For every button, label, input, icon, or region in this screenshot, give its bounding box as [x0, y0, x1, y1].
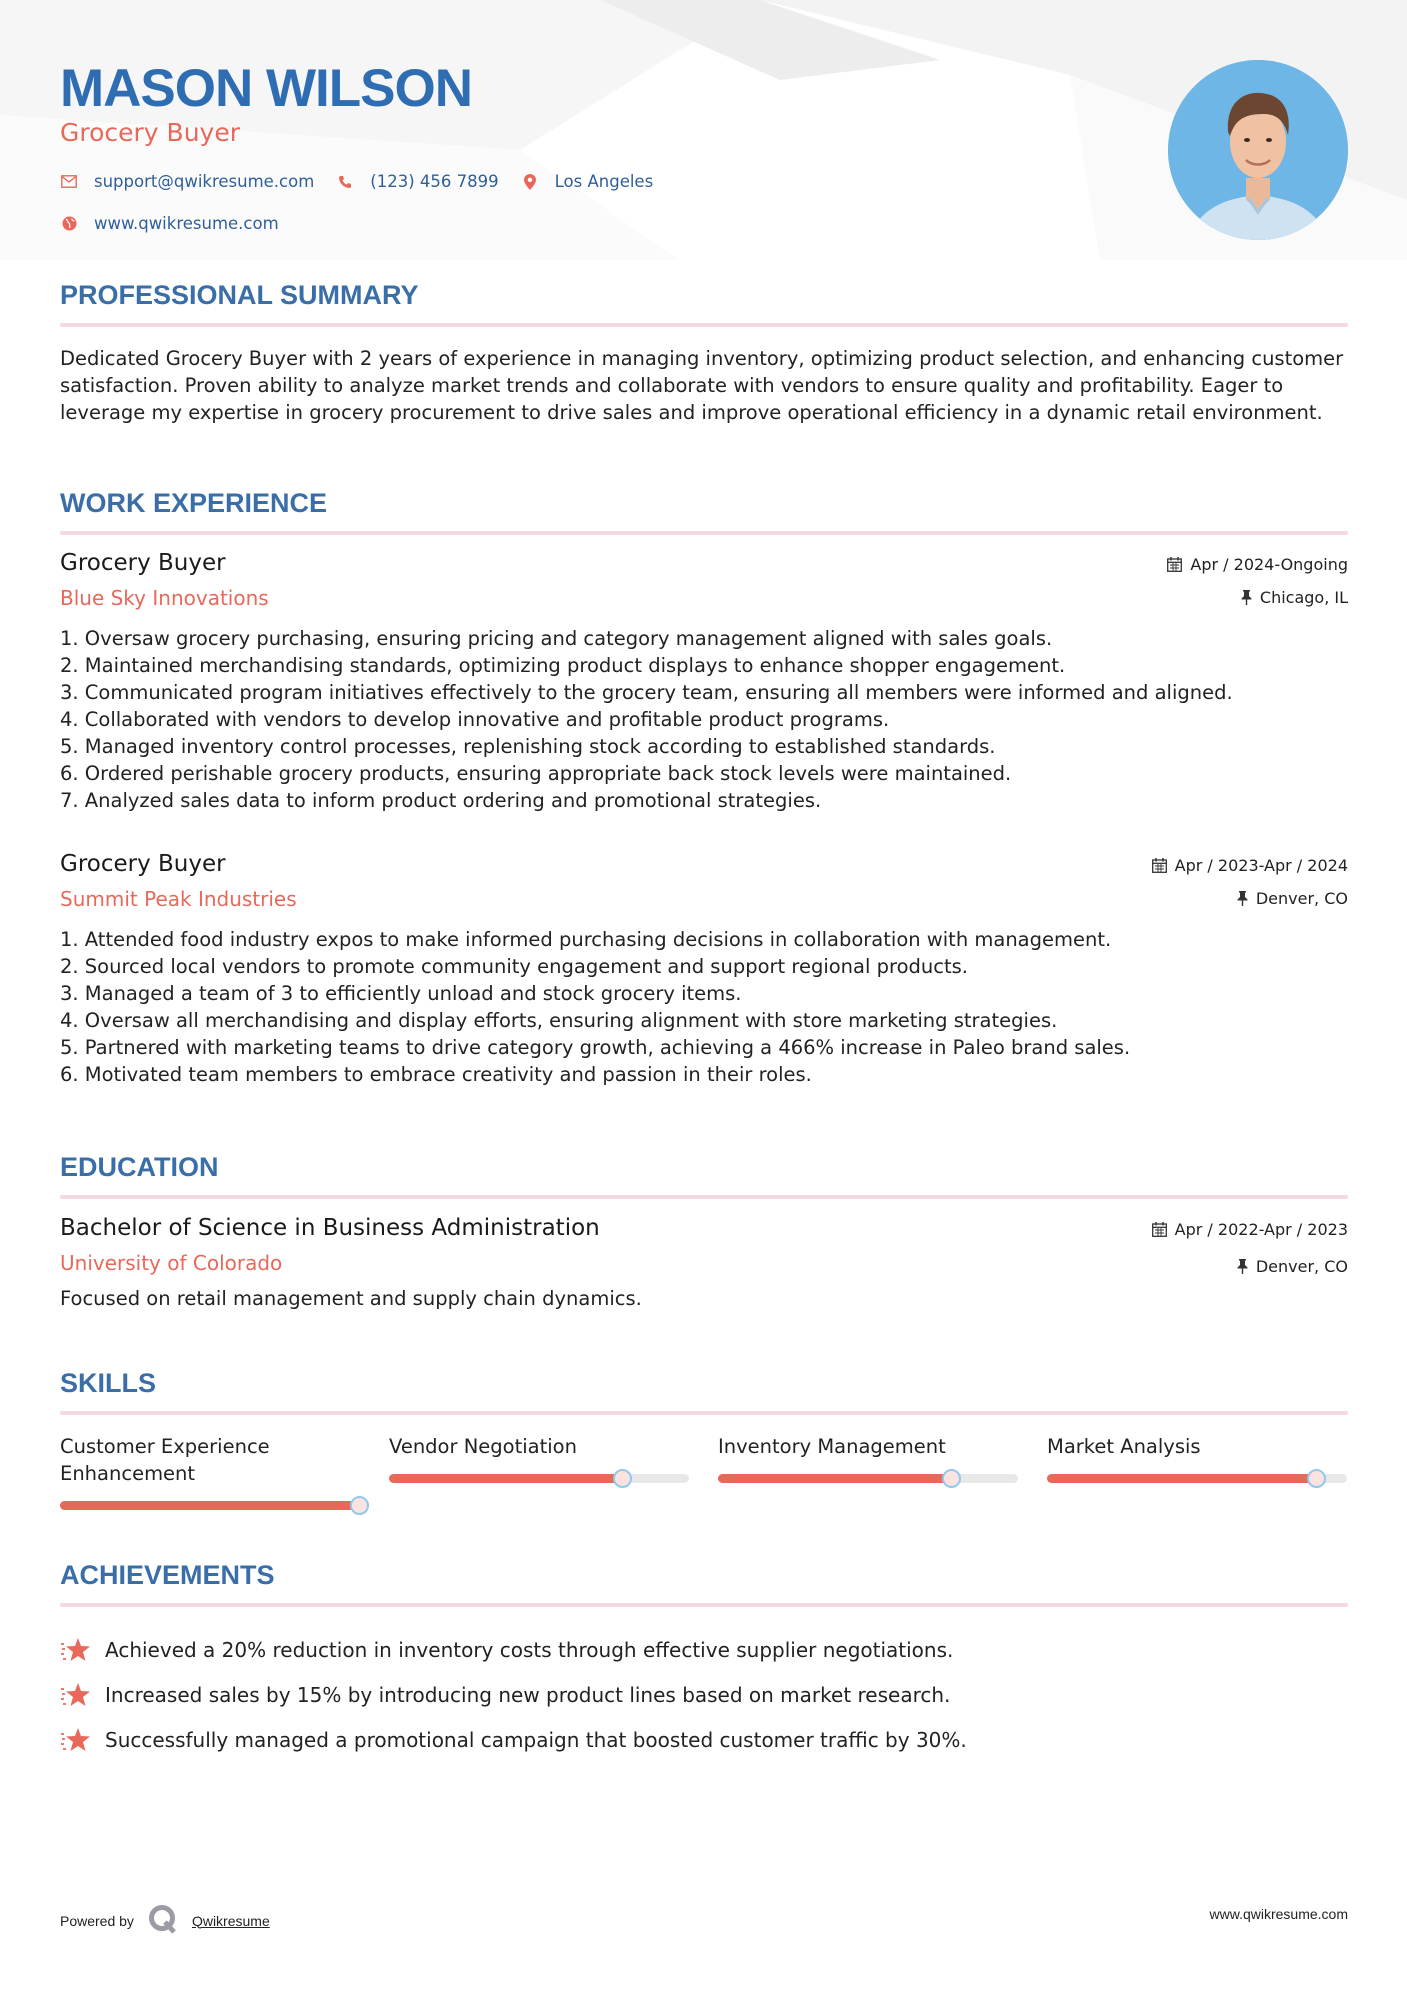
- education-location: Denver, CO: [1255, 1256, 1348, 1276]
- skill-fill: [718, 1474, 952, 1483]
- job-bullets: [60, 625, 1348, 814]
- section-divider: [60, 1603, 1348, 1607]
- section-title-skills: SKILLS: [60, 1368, 157, 1398]
- education-entry: [60, 1215, 1348, 1312]
- skill-item: [1047, 1433, 1347, 1510]
- section-title-experience: WORK EXPERIENCE: [60, 488, 328, 518]
- skill-bar: [60, 1501, 360, 1510]
- pushpin-icon: [1237, 1259, 1248, 1274]
- bullet-item: 2. Maintained merchandising standards, optimizing product displays to enhance shopper engagement.: [60, 654, 1066, 677]
- bullet-item: 2. Sourced local vendors to promote community engagement and support regional products.: [60, 955, 968, 978]
- bullet-item: 7. Analyzed sales data to inform product ordering and promotional strategies.: [60, 789, 822, 812]
- contact-row-website: [60, 214, 301, 233]
- pushpin-icon: [1237, 891, 1248, 906]
- job-bullets: [60, 926, 1348, 1088]
- job-meta: [1152, 855, 1348, 921]
- bullet-item: 5. Managed inventory control processes, replenishing stock according to established standards.: [60, 735, 996, 758]
- qwikresume-logo-icon: [148, 1904, 178, 1937]
- job-entry: [60, 550, 1348, 814]
- skill-fill: [1047, 1474, 1317, 1483]
- job-meta: [1167, 554, 1348, 620]
- skill-knob: [1307, 1469, 1326, 1488]
- phone-icon: [336, 173, 354, 191]
- skill-item: [389, 1433, 689, 1510]
- calendar-icon: [1167, 557, 1182, 572]
- achievements-list: [60, 1627, 1348, 1762]
- achievement-text: Achieved a 20% reduction in inventory costs through effective supplier negotiations.: [105, 1637, 954, 1662]
- calendar-icon: [1152, 1222, 1167, 1237]
- skill-item: [718, 1433, 1018, 1510]
- email-text: support@qwikresume.com: [94, 172, 315, 191]
- degree: Bachelor of Science in Business Administration: [60, 1215, 600, 1241]
- contact-location: [521, 172, 654, 191]
- skill-name: Customer Experience Enhancement: [60, 1435, 270, 1485]
- skill-name: Vendor Negotiation: [389, 1435, 577, 1458]
- skill-fill: [60, 1501, 360, 1510]
- candidate-role: Grocery Buyer: [60, 118, 240, 147]
- skill-bar: [389, 1474, 689, 1483]
- location-text: Los Angeles: [554, 172, 654, 191]
- bullet-item: 3. Communicated program initiatives effectively to the grocery team, ensuring all members were informed and aligned.: [60, 681, 1233, 704]
- skill-bar: [718, 1474, 1018, 1483]
- job-title: Grocery Buyer: [60, 851, 226, 877]
- job-dates: Apr / 2023-Apr / 2024: [1174, 855, 1348, 875]
- school: University of Colorado: [60, 1251, 283, 1275]
- achievement-item: [60, 1627, 1348, 1672]
- section-divider: [60, 323, 1348, 327]
- contact-email[interactable]: [60, 172, 314, 191]
- candidate-name: MASON WILSON: [60, 59, 472, 118]
- pushpin-icon: [1241, 590, 1252, 605]
- star-icon: [60, 1681, 92, 1709]
- skill-name: Market Analysis: [1047, 1435, 1201, 1458]
- section-title-education: EDUCATION: [60, 1152, 219, 1182]
- phone-text: (123) 456 7899: [370, 172, 499, 191]
- achievement-item: [60, 1672, 1348, 1717]
- job-company: Summit Peak Industries: [60, 887, 297, 911]
- education-dates: Apr / 2022-Apr / 2023: [1174, 1219, 1348, 1239]
- section-divider: [60, 1195, 1348, 1199]
- bullet-item: 4. Oversaw all merchandising and display efforts, ensuring alignment with store marketing strategies.: [60, 1009, 1058, 1032]
- job-dates: Apr / 2024-Ongoing: [1190, 554, 1348, 574]
- bullet-item: 4. Collaborated with vendors to develop innovative and profitable product programs.: [60, 708, 890, 731]
- website-text: www.qwikresume.com: [94, 214, 279, 233]
- footer-website[interactable]: www.qwikresume.com: [1209, 1906, 1348, 1922]
- job-company: Blue Sky Innovations: [60, 586, 269, 610]
- avatar: [1168, 60, 1348, 240]
- skill-knob: [350, 1496, 369, 1515]
- contact-website[interactable]: [60, 214, 279, 233]
- skill-knob: [942, 1469, 961, 1488]
- achievements-section: [60, 1560, 1348, 1762]
- location-pin-icon: [521, 173, 539, 191]
- education-section: [60, 1152, 1348, 1199]
- section-title-summary: PROFESSIONAL SUMMARY: [60, 280, 419, 310]
- job-entry: [60, 851, 1348, 1088]
- contact-row: [60, 172, 675, 191]
- globe-icon: [60, 215, 78, 233]
- achievement-text: Successfully managed a promotional campaign that boosted customer traffic by 30%.: [105, 1727, 967, 1752]
- bullet-item: 6. Motivated team members to embrace creativity and passion in their roles.: [60, 1063, 812, 1086]
- calendar-icon: [1152, 858, 1167, 873]
- section-title-achievements: ACHIEVEMENTS: [60, 1560, 275, 1590]
- skill-fill: [389, 1474, 623, 1483]
- summary-text: Dedicated Grocery Buyer with 2 years of experience in managing inventory, optimizing product selection, and enhancing customer satisfaction. Proven ability to analyze market trends and collaborate with vendors to ensure quality and profitability. Eager to leverage my expertise in grocery procurement to drive sales and improve operational efficiency in a dynamic retail environment.: [60, 347, 1344, 424]
- bullet-item: 6. Ordered perishable grocery products, ensuring appropriate back stock levels were maintained.: [60, 762, 1012, 785]
- powered-by: [60, 1904, 270, 1937]
- bullet-item: 1. Attended food industry expos to make informed purchasing decisions in collaboration with management.: [60, 928, 1112, 951]
- star-icon: [60, 1636, 92, 1664]
- job-title: Grocery Buyer: [60, 550, 226, 576]
- section-divider: [60, 1411, 1348, 1415]
- skill-knob: [613, 1469, 632, 1488]
- star-icon: [60, 1726, 92, 1754]
- skills-section: [60, 1368, 1348, 1510]
- contact-phone[interactable]: [336, 172, 498, 191]
- skill-item: [60, 1433, 360, 1510]
- powered-by-label: Powered by: [60, 1912, 134, 1929]
- skill-name: Inventory Management: [718, 1435, 946, 1458]
- job-location: Denver, CO: [1255, 888, 1348, 908]
- qwikresume-link[interactable]: Qwikresume: [191, 1912, 270, 1929]
- summary-section: [60, 280, 1348, 426]
- education-description: Focused on retail management and supply chain dynamics.: [60, 1287, 642, 1310]
- section-divider: [60, 531, 1348, 535]
- job-location: Chicago, IL: [1259, 587, 1348, 607]
- mail-icon: [60, 173, 78, 191]
- bullet-item: 1. Oversaw grocery purchasing, ensuring pricing and category management aligned with sales goals.: [60, 627, 1053, 650]
- experience-section: [60, 488, 1348, 535]
- bullet-item: 5. Partnered with marketing teams to drive category growth, achieving a 466% increase in Paleo brand sales.: [60, 1036, 1131, 1059]
- achievement-item: [60, 1717, 1348, 1762]
- education-meta: [1152, 1219, 1348, 1289]
- achievement-text: Increased sales by 15% by introducing new product lines based on market research.: [105, 1682, 951, 1707]
- skill-bar: [1047, 1474, 1347, 1483]
- bullet-item: 3. Managed a team of 3 to efficiently unload and stock grocery items.: [60, 982, 742, 1005]
- skills-list: [60, 1433, 1348, 1510]
